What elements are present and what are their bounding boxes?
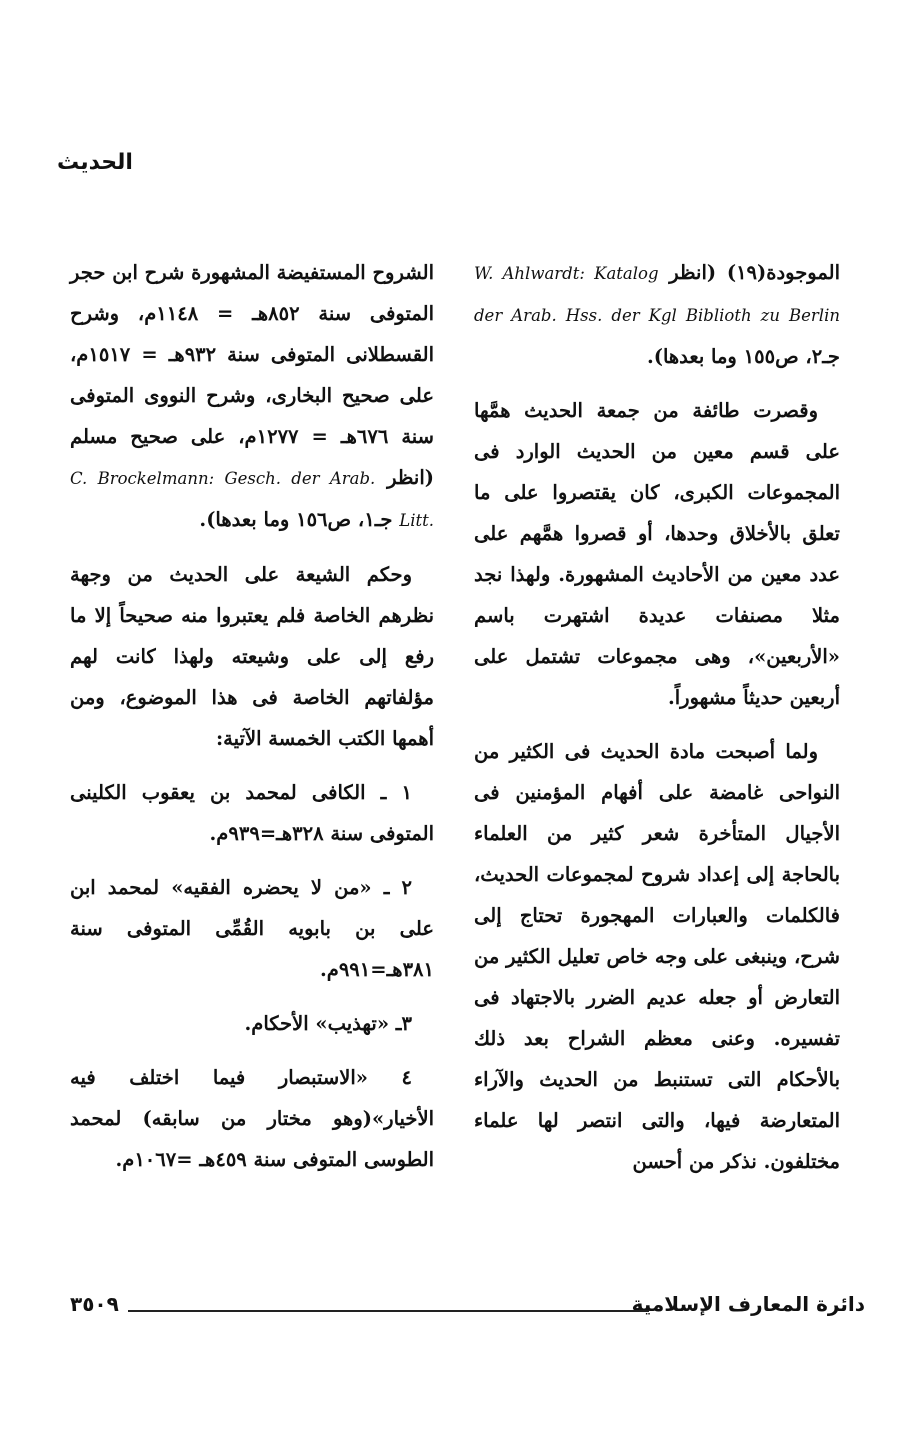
footer-divider (128, 1310, 649, 1312)
running-header: الحديث (57, 150, 133, 175)
list-item: ٣ـ «تهذيب» الأحكام. (244, 1012, 412, 1035)
paragraph-commentators (70, 252, 434, 541)
paragraph-references (474, 252, 840, 377)
left-column (70, 252, 434, 1193)
footer-encyclopedia-title: دائرة المعارف الإسلامية (631, 1292, 865, 1316)
paragraph-text: الشروح المستفيضة المشهورة شرح ابن حجر المتوفى سنة ٨٥٢هـ = ١١٤٨م، وشرح القسطلانى المتوفى سنة ٩٣٢هـ = ١٥١٧م، على صحيح البخارى، وشرح النووى المتوفى سنة ٦٧٦هـ = ١٢٧٧م، على صحيح مسلم (انظر (70, 261, 435, 489)
list-item: ٢ ـ «من لا يحضره الفقيه» لمحمد ابن على بن بابويه القُمِّى المتوفى سنة ٣٨١هـ=٩٩١م. (70, 876, 434, 981)
paragraph-text: جـ٢، ص١٥٥ وما بعدها). (646, 345, 840, 368)
right-column (474, 252, 840, 1195)
page-footer (70, 1292, 865, 1322)
paragraph-text: جـ١، ص١٥٦ وما بعدها). (199, 508, 400, 531)
latin-citation: W. Ahlwardt: Katalog der Arab. Hss. der Kgl Biblioth zu Berlin (474, 264, 840, 325)
list-item: ١ ـ الكافى لمحمد بن يعقوب الكلينى المتوفى سنة ٣٢٨هـ=٩٣٩م. (70, 781, 434, 845)
list-item: ٤ «الاستبصار فيما اختلف فيه الأخيار»(وهو مختار من سابقه) لمحمد الطوسى المتوفى سنة ٤٥٩هـ =١٠٦٧م. (70, 1066, 434, 1171)
latin-citation: C. Brockelmann: Gesch. der Arab. Litt. (70, 469, 434, 530)
paragraph-shia: وحكم الشيعة على الحديث من وجهة نظرهم الخاصة فلم يعتبروا منه صحيحاً إلا ما رفع إلى على وشيعته ولهذا كانت لهم مؤلفاتهم الخاصة فى هذا الموضوع، ومن أهمها الكتب الخمسة الآتية: (70, 563, 434, 750)
page-number: ٣٥٠٩ (70, 1292, 119, 1316)
paragraph-commentaries: ولما أصبحت مادة الحديث فى الكثير من النواحى غامضة على أفهام المؤمنين فى الأجيال المتأخرة شعر كثير من العلماء بالحاجة إلى إعداد شروح لمجموعات الحديث، فالكلمات والعبارات المهجورة تحتاج إلى شرح، وينبغى على وجه خاص تعليل الكثير من التعارض أو جعله عديم الضرر بالاجتهاد فى تفسيره. وعنى معظم الشراح بعد ذلك بالأحكام التى تستنبط من الحديث والآراء المتعارضة فيها، والتى انتصر لها علماء مختلفون. نذكر من أحسن (474, 740, 840, 1173)
paragraph-arbain: وقصرت طائفة من جمعة الحديث همَّها على قسم معين من الحديث الوارد فى المجموعات الكبرى، كان يقتصروا على ما تعلق بالأخلاق وحدها، أو قصروا همَّهم على عدد معين من الأحاديث المشهورة. ولهذا نجد مثلا مصنفات عديدة اشتهرت باسم «الأربعين»، وهى مجموعات تشتمل على أربعين حديثاً مشهوراً. (474, 399, 840, 709)
paragraph-text: الموجودة(١٩) (انظر (658, 261, 840, 284)
